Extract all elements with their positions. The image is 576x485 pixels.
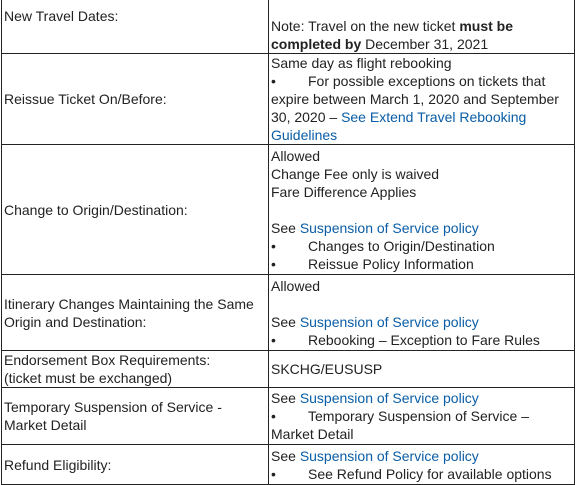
origin-see-policy <box>271 219 573 237</box>
row-label-endorsement <box>2 351 269 388</box>
itinerary-changes-label: Itinerary Changes Maintaining the Same Origin and Destination: <box>4 295 254 330</box>
list-item <box>271 407 573 443</box>
table-row-origin-destination <box>2 145 575 275</box>
reissue-ticket-label: Reissue Ticket On/Before: <box>4 91 167 107</box>
bullet-icon: • <box>271 408 276 424</box>
row-label-itinerary-changes <box>2 275 269 351</box>
temp-suspension-label: Temporary Suspension of Service - Market Detail <box>4 399 222 433</box>
origin-bullet-reissue: Reissue Policy Information <box>308 255 474 272</box>
list-item <box>271 331 573 349</box>
spacer <box>271 201 573 219</box>
temp-see-policy <box>271 389 573 407</box>
bullet-icon: • <box>271 465 276 482</box>
itinerary-see-policy <box>271 313 573 331</box>
reissue-exception-bullet <box>271 72 573 144</box>
row-label-reissue-ticket <box>2 54 269 145</box>
row-label-new-travel-dates <box>2 0 269 54</box>
row-value-origin-destination <box>269 145 575 275</box>
origin-fare-difference: Fare Difference Applies <box>271 183 417 200</box>
travel-policy-table <box>1 0 575 485</box>
row-label-refund <box>2 445 269 485</box>
refund-see-policy <box>271 447 573 465</box>
row-value-reissue-ticket <box>269 54 575 145</box>
refund-bullet-options: See Refund Policy for available options <box>308 465 552 482</box>
table-row-reissue-ticket <box>2 54 575 145</box>
travel-note-bold: must be completed by <box>271 18 514 52</box>
origin-allowed: Allowed <box>271 147 321 164</box>
travel-note-prefix: Note: Travel on the new ticket <box>271 18 460 34</box>
suspension-of-service-link[interactable]: Suspension of Service policy <box>299 313 479 330</box>
endorsement-label: Endorsement Box Requirements: <box>4 352 211 368</box>
list-item <box>271 255 573 273</box>
table-row-new-travel-dates <box>2 0 575 54</box>
see-prefix: See <box>271 447 300 464</box>
row-value-temp-suspension <box>269 388 575 445</box>
reissue-exception-text: For possible exceptions on tickets that expire between March 1, 2020 and September 30, 2020 – <box>271 73 559 125</box>
suspension-of-service-link[interactable]: Suspension of Service policy <box>299 219 479 236</box>
spacer <box>271 295 573 313</box>
row-value-endorsement <box>269 351 575 388</box>
origin-bullet-changes: Changes to Origin/Destination <box>308 237 495 254</box>
temp-bullet-market-detail: Temporary Suspension of Service – Market Detail <box>271 408 529 442</box>
table-row-temp-suspension <box>2 388 575 445</box>
row-value-itinerary-changes <box>269 275 575 351</box>
table-row-endorsement <box>2 351 575 388</box>
new-travel-dates-label: New Travel Dates: <box>4 8 119 24</box>
see-prefix: See <box>271 390 300 406</box>
row-label-temp-suspension <box>2 388 269 445</box>
bullet-icon: • <box>271 331 276 348</box>
list-item <box>271 237 573 255</box>
row-label-origin-destination <box>2 145 269 275</box>
origin-destination-label: Change to Origin/Destination: <box>4 201 188 218</box>
refund-label: Refund Eligibility: <box>4 456 112 473</box>
row-value-refund <box>269 445 575 485</box>
row-value-new-travel-dates <box>269 0 575 54</box>
suspension-of-service-link[interactable]: Suspension of Service policy <box>299 447 479 464</box>
endorsement-code: SKCHG/EUSUSP <box>271 361 383 377</box>
suspension-of-service-link[interactable]: Suspension of Service policy <box>299 390 479 406</box>
endorsement-sublabel: (ticket must be exchanged) <box>4 370 173 386</box>
bullet-icon: • <box>271 237 276 254</box>
itinerary-bullet-rebooking: Rebooking – Exception to Fare Rules <box>308 331 540 348</box>
itinerary-allowed: Allowed <box>271 277 321 294</box>
reissue-same-day: Same day as flight rebooking <box>271 55 452 71</box>
see-prefix: See <box>271 219 300 236</box>
travel-note-suffix: December 31, 2021 <box>361 36 489 52</box>
table-row-refund <box>2 445 575 485</box>
extend-travel-rebooking-link[interactable]: See Extend Travel Rebooking Guidelines <box>271 109 527 143</box>
origin-change-fee: Change Fee only is waived <box>271 165 440 182</box>
bullet-icon: • <box>271 73 276 89</box>
table-row-itinerary-changes <box>2 275 575 351</box>
bullet-icon: • <box>271 255 276 272</box>
see-prefix: See <box>271 313 300 330</box>
